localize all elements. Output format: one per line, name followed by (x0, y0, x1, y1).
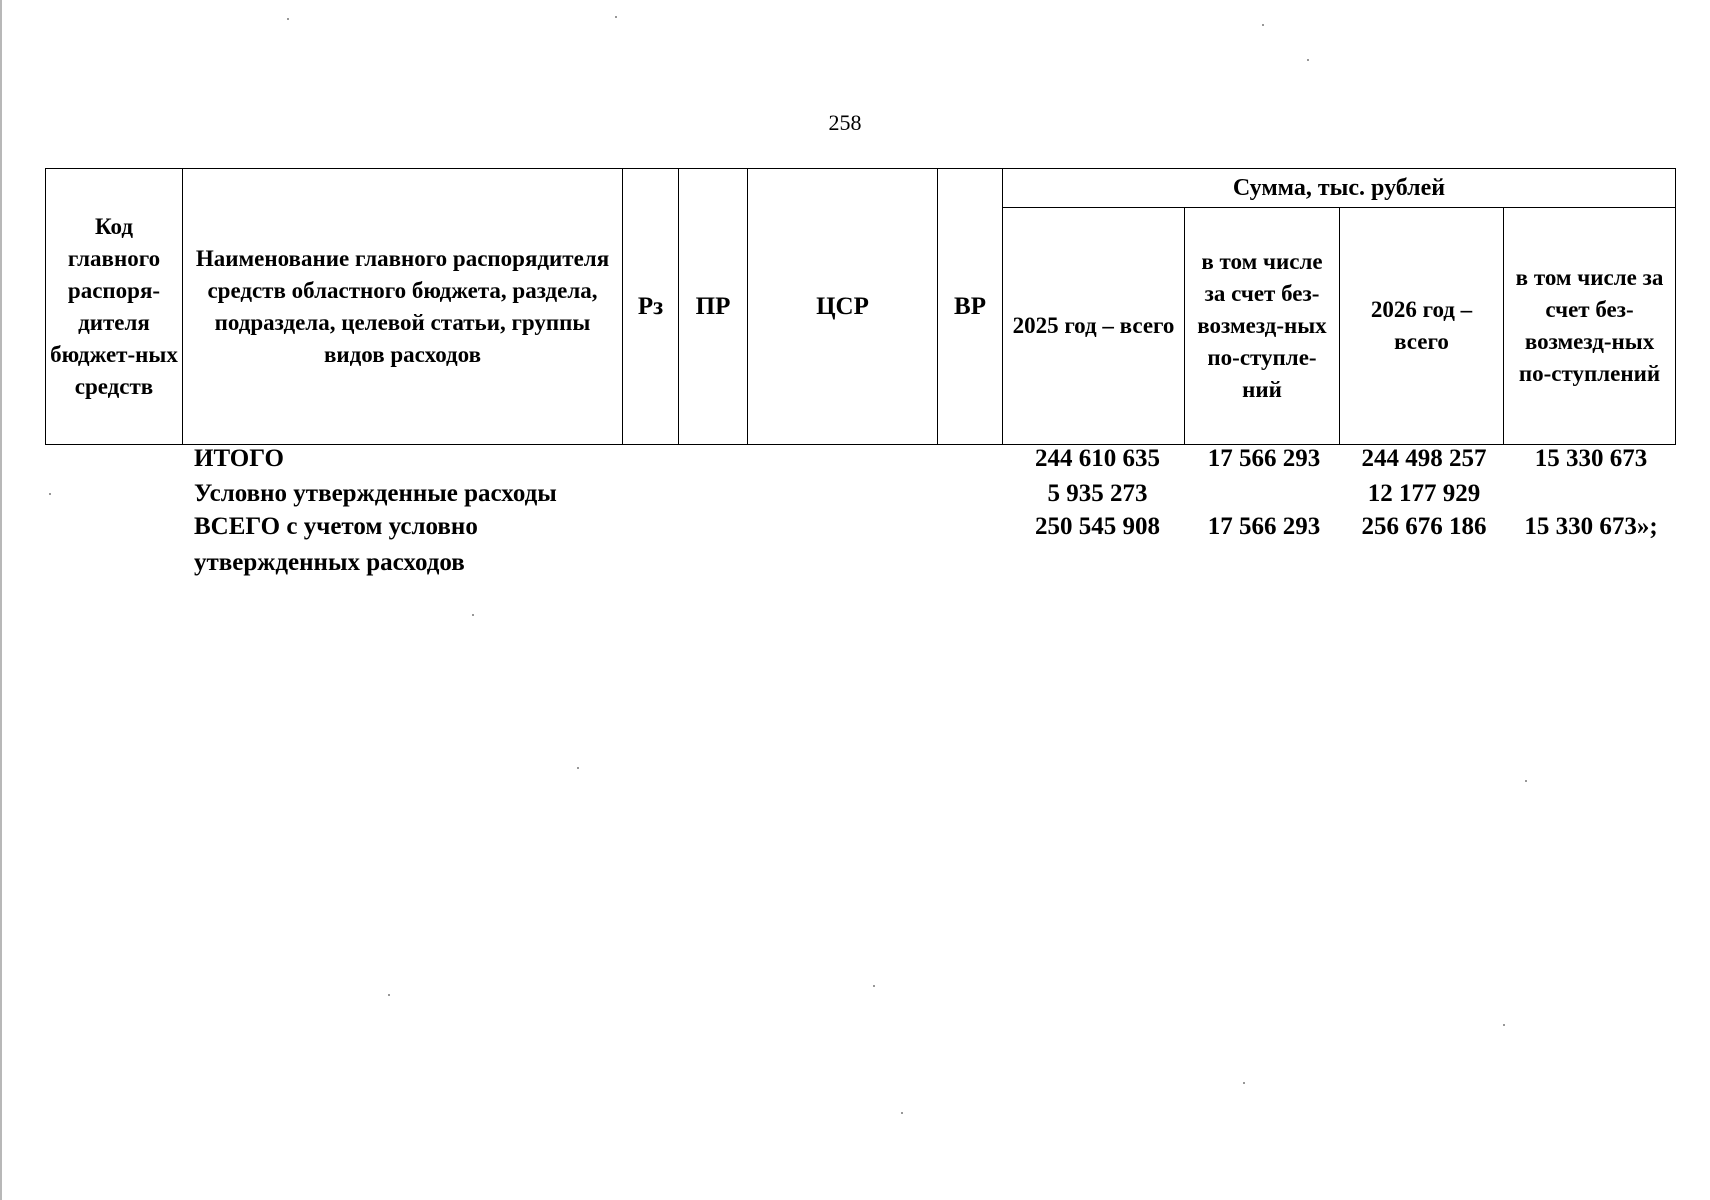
row-2025-free: 17 566 293 (1207, 513, 1321, 540)
header-csr: ЦСР (748, 169, 938, 445)
header-sum-title: Сумма, тыс. рублей (1003, 169, 1676, 208)
row-label-continuation: утвержденных расходов (194, 549, 465, 576)
header-code: Код главного распоря-дителя бюджет-ных средств (46, 169, 183, 445)
scan-speck (49, 493, 51, 495)
scan-speck (577, 767, 579, 769)
scan-speck (1243, 1082, 1245, 1084)
row-2025-total: 244 610 635 (1035, 445, 1160, 472)
table-row (0, 510, 1710, 544)
row-2025-total: 250 545 908 (1035, 513, 1160, 540)
row-2025-total: 5 935 273 (1047, 480, 1148, 507)
header-2025-free: в том числе за счет без-возмезд-ных по-ступле-ний (1185, 208, 1340, 445)
header-2026-free: в том числе за счет без-возмезд-ных по-ступлений (1504, 208, 1676, 445)
table-row (0, 477, 1710, 511)
page-left-edge (0, 0, 2, 1200)
table-row (0, 442, 1710, 476)
table-row-continuation (0, 546, 1710, 580)
header-vr: ВР (938, 169, 1003, 445)
scan-speck (472, 614, 474, 616)
row-2025-free: 17 566 293 (1207, 445, 1321, 472)
header-2026-total: 2026 год – всего (1340, 208, 1504, 445)
header-rz: Рз (623, 169, 679, 445)
row-2026-free: 15 330 673»; (1524, 513, 1658, 540)
row-2026-total: 244 498 257 (1361, 445, 1487, 472)
scan-speck (1525, 780, 1527, 782)
scan-speck (1262, 24, 1264, 26)
scan-speck (1307, 59, 1309, 61)
row-label: ИТОГО (194, 445, 284, 472)
row-2026-total: 256 676 186 (1361, 513, 1487, 540)
budget-table-header (45, 168, 1676, 445)
scan-speck (1503, 1024, 1505, 1026)
scan-speck (287, 18, 289, 20)
row-label: Условно утвержденные расходы (194, 480, 557, 507)
scan-speck (615, 16, 617, 18)
scan-speck (873, 985, 875, 987)
header-name: Наименование главного распорядителя средств областного бюджета, раздела, подраздела, целевой статьи, группы видов расходов (183, 169, 623, 445)
row-2026-free: 15 330 673 (1534, 445, 1648, 472)
header-2025-total: 2025 год – всего (1003, 208, 1185, 445)
scan-speck (388, 994, 390, 996)
row-label: ВСЕГО с учетом условно (194, 513, 478, 540)
header-pr: ПР (679, 169, 748, 445)
page-number: 258 (828, 110, 862, 135)
row-2026-total: 12 177 929 (1367, 480, 1481, 507)
scan-speck (901, 1112, 903, 1114)
